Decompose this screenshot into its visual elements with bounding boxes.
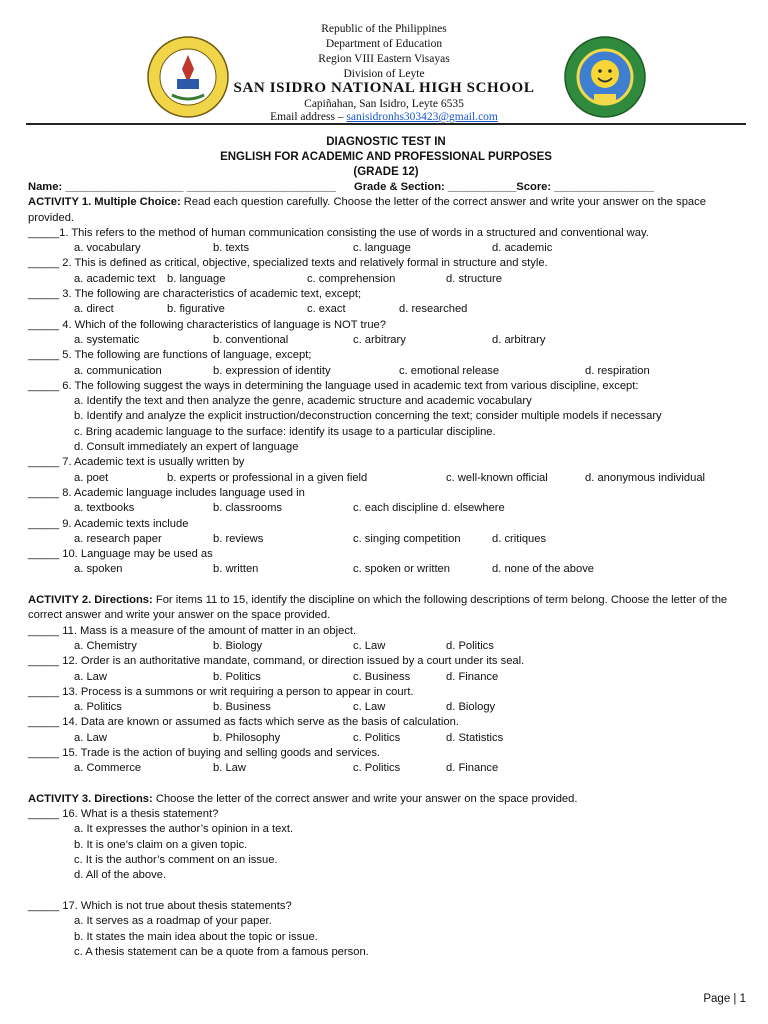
test-title-3: (GRADE 12) (353, 166, 419, 178)
letterhead (0, 20, 768, 123)
choice: a. Commerce (74, 762, 142, 775)
choice: d. Consult immediately an expert of language (74, 441, 299, 454)
choice: a. direct (74, 303, 114, 316)
choice: c. Law (353, 639, 386, 652)
choice: c. Business (353, 670, 411, 683)
email-line (0, 110, 768, 124)
choices-row (28, 532, 744, 547)
choice: c. It is the author’s comment on an issue. (74, 854, 278, 867)
page-number (703, 993, 746, 1005)
choice: c. singing competition (353, 532, 461, 545)
choice: c. comprehension (307, 272, 396, 285)
choice-line (28, 822, 744, 837)
choices-row (28, 241, 744, 256)
choice: b. Politics (213, 670, 261, 683)
school-address: Capiñahan, San Isidro, Leyte 6535 (304, 98, 464, 110)
choice: c. Politics (353, 731, 401, 744)
question-stem: _____ 5. The following are functions of language, except; (28, 349, 312, 362)
choice: d. researched (399, 303, 468, 316)
choice: d. Finance (446, 762, 499, 775)
choice-line (28, 425, 744, 440)
letterhead-line-republic: Republic of the Philippines (321, 23, 447, 35)
choice: a. poet (74, 471, 109, 484)
question-stem: _____ 16. What is a thesis statement? (28, 808, 219, 821)
activity-3-label: ACTIVITY 3. Directions: (28, 792, 153, 805)
page-number-text: Page | 1 (703, 993, 746, 1005)
choices-row (28, 272, 744, 287)
question-stem: _____ 4. Which of the following characteristics of language is NOT true? (28, 318, 386, 331)
choice: d. respiration (585, 364, 650, 377)
choice: b. reviews (213, 532, 264, 545)
email-label: Email address – (270, 111, 347, 123)
choice: d. none of the above (492, 563, 595, 576)
choice: d. structure (446, 272, 502, 285)
choice: a. research paper (74, 532, 162, 545)
letterhead-line-region: Region VIII Eastern Visayas (318, 53, 450, 65)
choice: b. written (213, 563, 259, 576)
choice: b. figurative (167, 303, 225, 316)
choice: a. spoken (74, 563, 123, 576)
school-seal-left (146, 35, 230, 119)
choice-line (28, 868, 744, 883)
choice-line (28, 409, 744, 424)
choice: b. Identify and analyze the explicit instruction/deconstruction concerning the text; consider multiple models if necessary (74, 410, 662, 423)
choices-row (28, 761, 744, 776)
question-stem: _____ 12. Order is an authoritative mandate, command, or direction issued by a court under its seal. (28, 655, 525, 668)
name-field[interactable]: Name: ___________________ ________________________ (28, 181, 336, 193)
activity-2-instructions (28, 593, 744, 624)
choice-line (28, 853, 744, 868)
choice: a. Politics (74, 701, 122, 714)
choices-row (28, 562, 744, 577)
choice: b. experts or professional in a given field (167, 471, 368, 484)
choice: b. Law (213, 762, 246, 775)
question-stem: _____ 10. Language may be used as (28, 548, 213, 561)
choice: a. communication (74, 364, 162, 377)
question-stem: _____ 3. The following are characteristics of academic text, except; (28, 288, 362, 301)
email-link[interactable]: sanisidronhs303423@gmail.com (346, 111, 498, 123)
choice-line (28, 930, 744, 945)
choices-row (28, 302, 744, 317)
choices-row (28, 471, 744, 486)
choice: d. arbitrary (492, 333, 546, 346)
spacer (28, 884, 744, 899)
choices-row (28, 501, 744, 516)
choice: d. Politics (446, 639, 494, 652)
grade-score-field[interactable]: Grade & Section: ___________Score: ________________ (354, 181, 654, 193)
question-stem: _____ 14. Data are known or assumed as facts which serve as the basis of calculation. (28, 716, 459, 729)
choice-line (28, 945, 744, 960)
question-stem: _____ 11. Mass is a measure of the amount of matter in an object. (28, 624, 357, 637)
activity-3-instructions (28, 792, 744, 807)
choice: b. Business (213, 701, 271, 714)
choice: d. Finance (446, 670, 499, 683)
choice: a. Law (74, 731, 107, 744)
spacer (28, 578, 744, 593)
choice: d. anonymous individual (585, 471, 706, 484)
choice: a. vocabulary (74, 242, 141, 255)
choice: a. Chemistry (74, 639, 137, 652)
choice-line (28, 394, 744, 409)
choices-row (28, 731, 744, 746)
choice: b. Philosophy (213, 731, 281, 744)
choice: a. systematic (74, 333, 140, 346)
choice: c. arbitrary (353, 333, 406, 346)
activity-1-text: Read each question carefully. Choose the letter of the correct answer and write your answer on the space provided. (28, 196, 706, 224)
test-title-1: DIAGNOSTIC TEST IN (326, 136, 446, 148)
choice: c. Politics (353, 762, 401, 775)
school-name: SAN ISIDRO NATIONAL HIGH SCHOOL (233, 80, 535, 96)
choices-row (28, 700, 744, 715)
choice: d. All of the above. (74, 869, 167, 882)
choice: c. A thesis statement can be a quote from a famous person. (74, 945, 369, 958)
question-stem: _____ 17. Which is not true about thesis statements? (28, 899, 292, 912)
choice: a. academic text (74, 272, 156, 285)
choice: c. language (353, 242, 411, 255)
choice: c. Law (353, 701, 386, 714)
choice: d. Biology (446, 701, 496, 714)
test-content (28, 135, 744, 960)
question-stem: _____ 13. Process is a summons or writ requiring a person to appear in court. (28, 685, 414, 698)
student-info-row (28, 180, 744, 195)
choices-row (28, 670, 744, 685)
choice: c. each discipline d. elsewhere (353, 502, 505, 515)
activity-2-label: ACTIVITY 2. Directions: (28, 594, 153, 607)
question-stem: _____ 15. Trade is the action of buying and selling goods and services. (28, 746, 381, 759)
question-stem: _____ 2. This is defined as critical, objective, specialized texts and relatively formal in structure and style. (28, 257, 548, 270)
header-divider (26, 123, 746, 125)
activity-3-text: Choose the letter of the correct answer and write your answer on the space provided. (152, 792, 578, 805)
test-title-2: ENGLISH FOR ACADEMIC AND PROFESSIONAL PURPOSES (220, 151, 552, 163)
question-stem: _____ 6. The following suggest the ways in determining the language used in academic text from various discipline, except: (28, 379, 639, 392)
choice: b. It states the main idea about the topic or issue. (74, 930, 318, 943)
choice: b. expression of identity (213, 364, 331, 377)
choice: c. Bring academic language to the surface: identify its usage to a particular discipline. (74, 425, 496, 438)
choice: a. It serves as a roadmap of your paper. (74, 915, 272, 928)
choice: d. Statistics (446, 731, 504, 744)
letterhead-line-division: Division of Leyte (343, 68, 425, 80)
spacer (28, 777, 744, 792)
choice: a. It expresses the author’s opinion in a text. (74, 823, 294, 836)
choice: a. Identify the text and then analyze the genre, academic structure and academic vocabulary (74, 395, 532, 408)
activity-2-text: For items 11 to 15, identify the discipline on which the following descriptions of term belong. Choose the letter of the correct answer and write your answer on the space provided. (28, 594, 728, 622)
choice-line (28, 440, 744, 455)
choice: b. classrooms (213, 502, 283, 515)
choice: c. spoken or written (353, 563, 451, 576)
choice-line (28, 838, 744, 853)
question-stem: _____ 7. Academic text is usually written by (28, 456, 245, 469)
question-stem: _____ 9. Academic texts include (28, 517, 189, 530)
choice: a. Law (74, 670, 107, 683)
activity-1-label: ACTIVITY 1. Multiple Choice: (28, 196, 181, 209)
choice: b. It is one’s claim on a given topic. (74, 838, 248, 851)
activity-1-instructions (28, 195, 744, 226)
choice: b. conventional (213, 333, 289, 346)
letterhead-line-department: Department of Education (325, 38, 443, 50)
choice: b. language (167, 272, 226, 285)
question-stem: _____1. This refers to the method of human communication consisting the use of words in a structured and conventional way. (28, 226, 649, 239)
choice: d. academic (492, 242, 553, 255)
choice: c. exact (307, 303, 346, 316)
school-seal-right (563, 35, 647, 119)
choice-line (28, 914, 744, 929)
choice: d. critiques (492, 532, 547, 545)
question-stem: _____ 8. Academic language includes language used in (28, 486, 305, 499)
choice: a. textbooks (74, 502, 135, 515)
choice: c. well-known official (446, 471, 548, 484)
choice: c. emotional release (399, 364, 500, 377)
choice: b. Biology (213, 639, 263, 652)
choice: b. texts (213, 242, 250, 255)
choices-row (28, 364, 744, 379)
choices-row (28, 333, 744, 348)
choices-row (28, 639, 744, 654)
